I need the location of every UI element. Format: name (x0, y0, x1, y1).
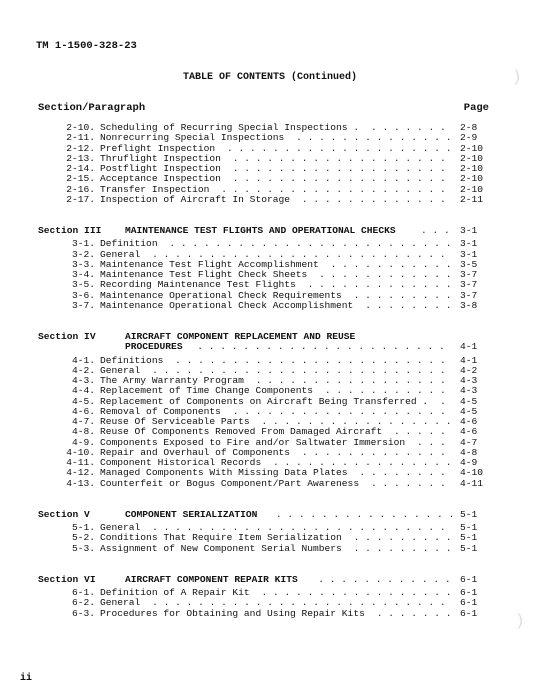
paragraph-page: 2-11 (460, 193, 484, 205)
paragraph-page: 4-9 (460, 457, 478, 468)
paragraph-title: Repair and Overhaul of Components (100, 446, 290, 458)
paragraph-page: 4-6 (460, 416, 478, 427)
paragraph-title: Inspection of Aircraft In Storage (100, 193, 290, 205)
toc-entry[interactable] (0, 185, 540, 195)
dot-leader: . . . . . . . . . . . . . . . . . . . . . . . . . . (146, 364, 446, 376)
dot-leader: . . . . . . . . . . . . . . . . . . . . . . . . (169, 354, 446, 366)
toc-entry[interactable] (0, 386, 540, 396)
binding-mark-icon: ) (512, 68, 522, 86)
toc-entry[interactable] (0, 598, 540, 608)
paragraph-number: 5-1. (71, 522, 95, 533)
section-label: Section VI (38, 573, 96, 585)
paragraph-title: Acceptance Inspection (100, 173, 221, 185)
toc-entry[interactable] (0, 133, 540, 143)
dot-leader: . . . . . . . . . . . . . . . . . . . . . . . . . . (146, 597, 446, 609)
toc-entry[interactable] (0, 250, 540, 260)
toc-entry[interactable] (0, 397, 540, 407)
paragraph-title: General (100, 364, 141, 376)
dot-leader: . . . . . . . . (359, 299, 452, 311)
page-title: TABLE OF CONTENTS (Continued) (182, 72, 358, 83)
dot-leader: . . . . . . . . . (347, 532, 452, 544)
paragraph-page: 2-10 (460, 152, 484, 164)
dot-leader: . . . . . . . . . . . . . . . . . . . . . . . . . (163, 238, 452, 250)
paragraph-title: Transfer Inspection (100, 183, 210, 195)
dot-leader: . . . (415, 225, 450, 236)
paragraph-title: Procedures for Obtaining and Using Repair Kits (100, 607, 365, 619)
dot-leader: . . . . . . . . . . . . . . . . . . . . . . . . . . (146, 522, 446, 533)
paragraph-page: 4-5 (460, 395, 478, 407)
paragraph-number: 2-10. (66, 122, 95, 133)
paragraph-number: 3-3. (71, 258, 95, 270)
dot-leader: . . . . . . . (370, 607, 452, 619)
paragraph-title: General (100, 522, 141, 533)
paragraph-number: 4-7. (71, 416, 95, 427)
section-label: Section IV (38, 331, 96, 342)
paragraph-title: Definition of A Repair Kit (100, 587, 250, 598)
paragraph-page: 4-7 (460, 436, 478, 448)
section-heading-continued[interactable] (0, 342, 540, 352)
paragraph-number: 3-4. (71, 269, 95, 280)
dot-leader: . . . . . . . . . . . . . . . . . (250, 375, 446, 386)
paragraph-number: 6-3. (71, 607, 95, 619)
paragraph-page: 6-1 (460, 607, 478, 619)
toc-entry[interactable] (0, 195, 540, 205)
paragraph-number: 4-1. (71, 354, 95, 366)
dot-leader: . . . . . . . . . . . (324, 258, 452, 270)
dot-leader: . . . . . . . . . . . . . . . . . . . . (221, 142, 452, 154)
paragraph-page: 4-10 (460, 467, 484, 479)
dot-leader: . . . . . . . . (353, 467, 446, 479)
dot-leader: . . . . . . . . . . . . . . . . . . . (226, 173, 446, 185)
paragraph-number: 2-12. (66, 142, 95, 154)
paragraph-page: 4-1 (460, 354, 478, 366)
paragraph-number: 4-13. (66, 477, 95, 489)
paragraph-title: Assignment of New Component Serial Numbers (100, 542, 342, 554)
paragraph-title: Postflight Inspection (100, 163, 221, 174)
dot-leader: . . . . . . . . . . . . . . . . (270, 508, 455, 520)
paragraph-page: 4-3 (460, 375, 478, 386)
paragraph-number: 3-2. (71, 248, 95, 260)
paragraph-title: Scheduling of Recurring Special Inspections . (100, 122, 360, 133)
section-page: 5-1 (460, 508, 478, 520)
paragraph-title: Definitions (100, 354, 164, 366)
paragraph-number: 5-2. (71, 532, 95, 544)
toc-entry[interactable] (0, 544, 540, 554)
paragraph-title: The Army Warranty Program (100, 375, 244, 386)
paragraph-page: 2-10 (460, 183, 484, 195)
toc-entry[interactable] (0, 239, 540, 249)
section-title-continued: PROCEDURES (125, 341, 183, 353)
paragraph-number: 4-11. (66, 457, 95, 468)
paragraph-title: Maintenance Operational Check Accomplishment (100, 299, 354, 311)
paragraph-page: 2-10 (460, 163, 484, 174)
toc-entry[interactable] (0, 291, 540, 301)
paragraph-title: Thruflight Inspection (100, 152, 221, 164)
toc-entry[interactable] (0, 144, 540, 154)
section-page: 4-1 (460, 341, 478, 353)
dot-leader: . . . . . . . . . . . . . . . . . (255, 416, 452, 427)
dot-leader: . . . . . . . . . . . . . . . . . . . . (215, 183, 446, 195)
dot-leader: . . . . . . . . . (347, 289, 452, 301)
paragraph-page: 2-9 (460, 132, 478, 144)
paragraph-number: 4-6. (71, 405, 95, 417)
paragraph-number: 4-10. (66, 446, 95, 458)
paragraph-title: Maintenance Test Flight Accomplishment (100, 258, 319, 270)
paragraph-page: 3-1 (460, 248, 478, 260)
paragraph-title: Counterfeit or Bogus Component/Part Awareness (100, 477, 360, 489)
paragraph-number: 2-15. (66, 173, 95, 185)
toc-entry[interactable] (0, 174, 540, 184)
paragraph-title: Maintenance Operational Check Requirements (100, 289, 342, 301)
section-page: 6-1 (460, 573, 478, 585)
toc-entry[interactable] (0, 280, 540, 290)
paragraph-title: Managed Components With Missing Data Plates (100, 467, 348, 479)
paragraph-page: 5-1 (460, 522, 478, 533)
paragraph-number: 4-8. (71, 426, 95, 438)
tm-number: TM 1-1500-328-23 (36, 40, 137, 52)
paragraph-page: 4-5 (460, 405, 478, 417)
paragraph-page: 4-8 (460, 446, 478, 458)
paragraph-page: 3-7 (460, 269, 478, 280)
paragraph-page: 3-1 (460, 238, 478, 250)
paragraph-title: Reuse Of Serviceable Parts (100, 416, 250, 427)
section-heading[interactable] (0, 510, 540, 520)
dot-leader: . . . . . . . . . . . . . . . . (267, 457, 452, 468)
paragraph-page: 6-1 (460, 597, 478, 609)
paragraph-number: 4-3. (71, 375, 95, 386)
dot-leader: . (434, 395, 446, 407)
dot-leader: . . . . . . . . . . . . . (296, 446, 446, 458)
paragraph-title: Nonrecurring Special Inspections (100, 132, 285, 144)
dot-leader: . . . . . . . . . . . (319, 385, 446, 397)
column-header-section-paragraph: Section/Paragraph (38, 102, 146, 114)
toc-entry[interactable] (0, 301, 540, 311)
dot-leader: . . . . . . . . . . . . . (296, 193, 446, 205)
paragraph-number: 2-14. (66, 163, 95, 174)
toc-entry[interactable] (0, 609, 540, 619)
paragraph-number: 4-5. (71, 395, 95, 407)
paragraph-title: Removal of Components (100, 405, 221, 417)
paragraph-number: 5-3. (71, 542, 95, 554)
paragraph-number: 3-6. (71, 289, 95, 301)
paragraph-title: Replacement of Components on Aircraft Being Transferred . (100, 395, 429, 407)
paragraph-number: 3-5. (71, 279, 95, 291)
paragraph-page: 6-1 (460, 587, 478, 598)
paragraph-title: Replacement of Time Change Components (100, 385, 314, 397)
paragraph-title: Reuse Of Components Removed From Damaged Aircraft (100, 426, 383, 438)
dot-leader: . . . . . . . . . . . . . . . . . . . . . . (191, 341, 445, 353)
dot-leader: . . . . . . . . . . . . . . . . . . . (226, 163, 446, 174)
paragraph-page: 4-2 (460, 364, 478, 376)
dot-leader: . . . . . . . . . . . . . . (290, 132, 452, 144)
paragraph-page: 5-1 (460, 532, 478, 544)
section-title: AIRCRAFT COMPONENT REPAIR KITS (125, 573, 298, 585)
dot-leader: . . . . . . . (365, 477, 446, 489)
paragraph-page: 4-11 (460, 477, 484, 489)
paragraph-page: 4-3 (460, 385, 478, 397)
paragraph-page: 3-7 (460, 289, 478, 301)
paragraph-page: 3-8 (460, 299, 478, 311)
section-label: Section III (38, 225, 102, 236)
section-heading[interactable] (0, 226, 540, 236)
toc-entry[interactable] (0, 427, 540, 437)
section-title: COMPONENT SERIALIZATION (125, 508, 258, 520)
paragraph-title: Conditions That Require Item Serialization (100, 532, 342, 544)
paragraph-number: 4-2. (71, 364, 95, 376)
dot-leader: . . . . . . . . . . . . . . . . . . . . . . . . . . (146, 248, 446, 260)
paragraph-number: 2-17. (66, 193, 95, 205)
dot-leader: . . . . . . . . . . . . . . . . . . . (226, 152, 446, 164)
paragraph-page: 2-10 (460, 173, 484, 185)
column-header-page: Page (463, 102, 489, 114)
toc-entry[interactable] (0, 356, 540, 366)
dot-leader: . . . . . . . . . . . . . (301, 279, 452, 291)
paragraph-title: General (100, 597, 141, 609)
paragraph-number: 2-16. (66, 183, 95, 195)
dot-leader: . . . . . . . . . . . . (313, 269, 452, 280)
section-heading[interactable] (0, 575, 540, 585)
paragraph-page: 2-10 (460, 142, 484, 154)
section-title: MAINTENANCE TEST FLIGHTS AND OPERATIONAL CHECKS (125, 225, 396, 236)
dot-leader: . . . . . . . . . . . . . . . . . (255, 587, 452, 598)
dot-leader: . . . . . . . . . (347, 542, 452, 554)
paragraph-title: Maintenance Test Flight Check Sheets (100, 269, 308, 280)
paragraph-number: 4-9. (71, 436, 95, 448)
paragraph-number: 2-13. (66, 152, 95, 164)
toc-entry[interactable] (0, 533, 540, 543)
paragraph-number: 6-1. (71, 587, 95, 598)
paragraph-number: 4-4. (71, 385, 95, 397)
section-page: 3-1 (460, 225, 478, 236)
paragraph-number: 3-1. (71, 238, 95, 250)
paragraph-title: Components Exposed to Fire and/or Saltwater Immersion (100, 436, 406, 448)
paragraph-page: 4-6 (460, 426, 478, 438)
toc-entry[interactable] (0, 438, 540, 448)
paragraph-number: 3-7. (71, 299, 95, 311)
paragraph-title: Component Historical Records (100, 457, 262, 468)
paragraph-title: Recording Maintenance Test Flights (100, 279, 296, 291)
dot-leader: . . . . . (388, 426, 446, 438)
toc-entry[interactable] (0, 479, 540, 489)
dot-leader: . . . (411, 436, 446, 448)
paragraph-number: 2-11. (66, 132, 95, 144)
section-title: AIRCRAFT COMPONENT REPLACEMENT AND REUSE (125, 331, 356, 342)
paragraph-page: 3-7 (460, 279, 478, 291)
page-folio: ii (20, 673, 33, 684)
paragraph-number: 4-12. (66, 467, 95, 479)
binding-mark-icon: ) (515, 612, 525, 630)
paragraph-title: Definition (100, 238, 158, 250)
paragraph-number: 6-2. (71, 597, 95, 609)
paragraph-title: Preflight Inspection (100, 142, 216, 154)
toc-entry[interactable] (0, 468, 540, 478)
dot-leader: . . . . . . . . . . . . (312, 573, 451, 585)
paragraph-page: 2-8 (460, 122, 478, 133)
paragraph-title: General (100, 248, 141, 260)
dot-leader: . . . . . . . . . . . . . . . . . . . (226, 405, 446, 417)
dot-leader: . . . . . . . (365, 122, 446, 133)
paragraph-page: 3-5 (460, 258, 478, 270)
paragraph-page: 5-1 (460, 542, 478, 554)
section-label: Section V (38, 508, 90, 520)
